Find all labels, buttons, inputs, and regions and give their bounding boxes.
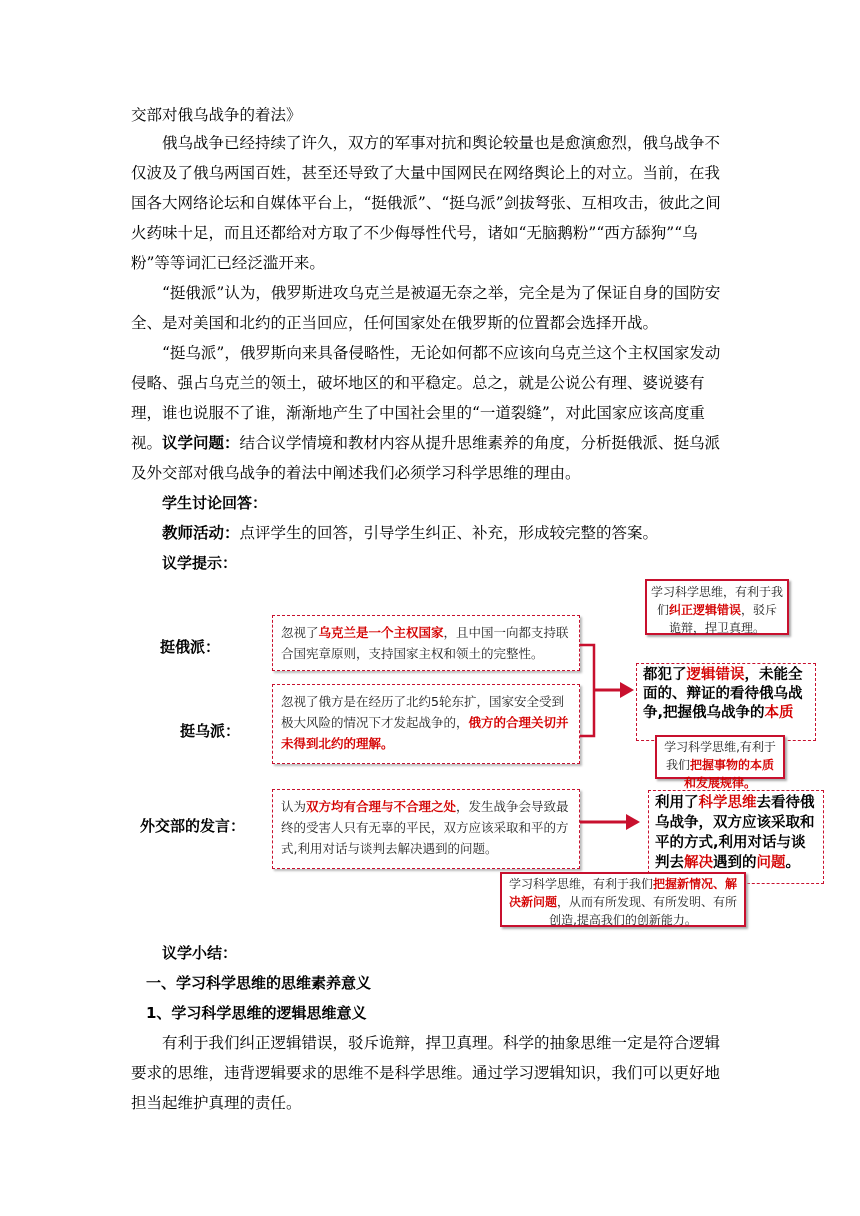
summary-label: 议学小结： xyxy=(162,944,238,962)
bracket-line xyxy=(580,645,594,736)
s1-text: 学习科学思维，有利于我们 xyxy=(651,585,784,617)
paragraph-1: 俄乌战争已经持续了许久，双方的军事对抗和舆论较量也是愈演愈烈，俄乌战争不仅波及了俄乌两国百姓，甚至还导致了大量中国网民在网络舆论上的对立。当前，在我国各大网络论坛和自媒体平台上，“挺俄派”、“挺乌派”剑拔弩张、互相攻击，彼此之间火药味十足，而且还都给对方取了不少侮辱性代号，诸如“无脑鹅粉”“西方舔狗”“乌粉”等等词汇已经泛滥开来。 xyxy=(131,134,721,272)
question-text: 结合议学情境和教材内容从提升思维素养的角度，分析挺俄派、挺乌派及外交部对俄乌战争的着法中阐述我们必须学习科学思维的理由。 xyxy=(131,434,721,482)
discussion-label: 学生讨论回答： xyxy=(162,494,268,512)
r1-text-mid: ，未能全面的、辩证的看待俄乌战争,把握俄乌战争的 xyxy=(643,667,803,721)
s1-emphasis: 纠正逻辑错误 xyxy=(668,603,741,617)
box1-text: 忽视了 xyxy=(281,625,319,640)
intro-fragment: 交部对俄乌战争的着法》 xyxy=(131,106,302,124)
result-box-error xyxy=(636,663,816,741)
hint-label: 议学提示： xyxy=(162,554,238,572)
paragraph-3: “挺乌派”，俄罗斯向来具备侵略性，无论如何都不应该向乌克兰这个主权国家发动侵略、强占乌克兰的领土，破坏地区的和平稳定。总之，就是公说公有理、婆说婆有理，谁也说服不了谁，渐渐地产生了中国社会里的“一道裂缝”，对此国家应该高度重视。 xyxy=(131,344,721,452)
s3-text-end: ，从而有所发现、有所发明、有所创造,提高我们的创新能力。 xyxy=(549,895,738,927)
r2-emphasis: 科学思维 xyxy=(698,795,757,811)
box3-text: 认为 xyxy=(281,799,307,814)
teacher-text: 点评学生的回答，引导学生纠正、补充，形成较完整的答案。 xyxy=(239,524,659,542)
s1-text-end: ，驳斥诡辩，捍卫真理。 xyxy=(668,603,778,635)
result-box-science xyxy=(648,790,824,884)
r2-emphasis-3: 问题 xyxy=(756,855,786,871)
s3-text: 学习科学思维，有利于我们 xyxy=(508,877,653,891)
note-box-innovation xyxy=(500,872,746,927)
arrow-head-1 xyxy=(620,682,634,698)
s2-emphasis: 把握事物的本质和发展规律。 xyxy=(683,758,775,790)
note-box-logic xyxy=(645,579,789,635)
r1-emphasis: 逻辑错误 xyxy=(686,667,745,683)
box3-text-end: ，发生战争会导致最终的受害人只有无辜的平民，双方应该采取和平的方式,利用对话与谈判去解决遇到的问题。 xyxy=(281,799,569,856)
r1-text: 都犯了 xyxy=(643,667,687,683)
note-box-essence xyxy=(655,735,785,790)
box3-emphasis: 双方均有合理与不合理之处 xyxy=(306,799,457,814)
box2-text: 忽视了俄方是在经历了北约5轮东扩，国家安全受到极大风险的情况下才发起战争的， xyxy=(281,694,564,730)
s3-emphasis: 把握新情况、解决新问题 xyxy=(508,877,738,909)
r1-emphasis-tail: 本质 xyxy=(764,705,794,721)
r2-text: 利用了 xyxy=(655,795,699,811)
teacher-label: 教师活动： xyxy=(162,524,240,542)
box2-emphasis: 俄方的合理关切并未得到北约的理解。 xyxy=(281,715,569,751)
s2-text: 学习科学思维,有利于我们 xyxy=(664,740,776,772)
r2-emphasis-2: 解决 xyxy=(684,855,713,871)
r2-text-end: 。 xyxy=(785,855,800,871)
label-mfa: 外交部的发言： xyxy=(140,817,246,835)
arrow-head-2 xyxy=(626,814,640,830)
label-pro-russia: 挺俄派： xyxy=(160,638,221,656)
box1-emphasis: 乌克兰是一个主权国家 xyxy=(318,625,444,640)
box1-text-end: ，且中国一向都支持联合国宪章原则，支持国家主权和领土的完整性。 xyxy=(281,625,569,661)
section-heading-2: 1、学习科学思维的逻辑思维意义 xyxy=(146,1004,367,1022)
r2-text-mid: 去看待俄乌战争，双方应该采取和平的方式,利用对话与谈判去 xyxy=(655,795,815,871)
r2-text-post: 遇到的 xyxy=(713,855,757,871)
question-label: 议学问题： xyxy=(162,434,240,452)
paragraph-4: 有利于我们纠正逻辑错误，驳斥诡辩，捍卫真理。科学的抽象思维一定是符合逻辑要求的思维，违背逻辑要求的思维不是科学思维。通过学习逻辑知识，我们可以更好地担当起维护真理的责任。 xyxy=(131,1034,721,1112)
label-pro-ukraine: 挺乌派： xyxy=(180,722,241,740)
section-heading-1: 一、学习科学思维的思维素养意义 xyxy=(146,974,372,992)
paragraph-2: “挺俄派”认为，俄罗斯进攻乌克兰是被逼无奈之举，完全是为了保证自身的国防安全、是对美国和北约的正当回应，任何国家处在俄罗斯的位置都会选择开战。 xyxy=(131,284,721,332)
